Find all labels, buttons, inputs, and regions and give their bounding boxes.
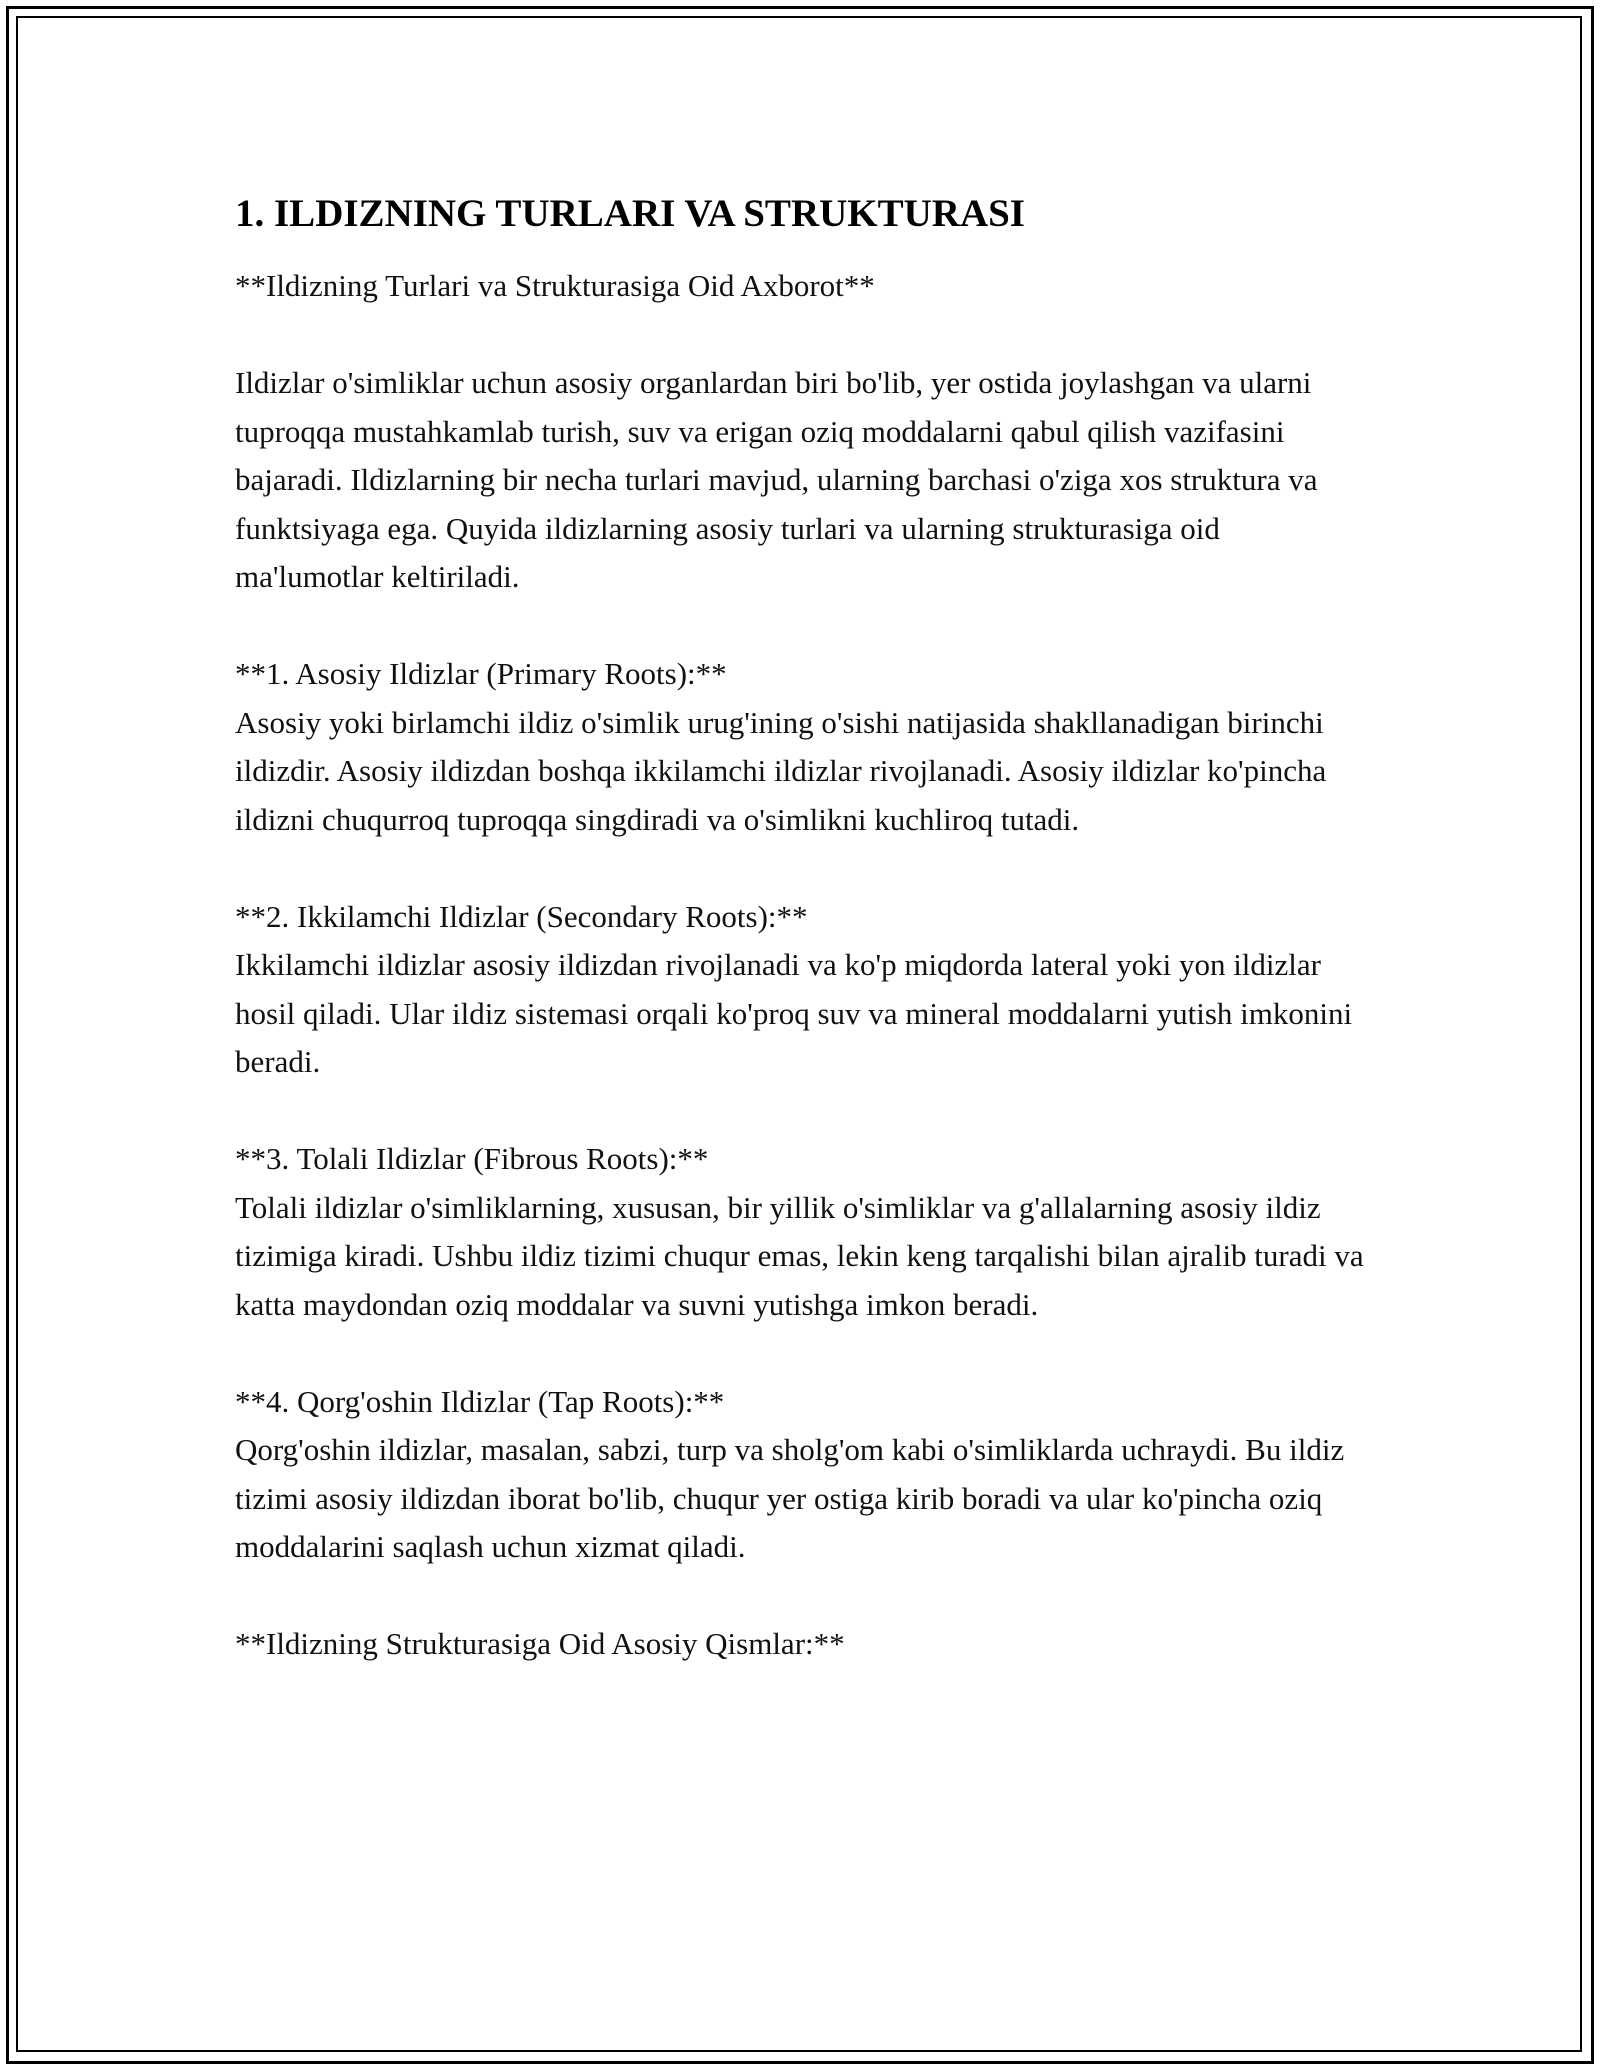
paragraph-gap (235, 1329, 1375, 1378)
document-title: 1. ILDIZNING TURLARI VA STRUKTURASI (235, 192, 1025, 235)
paragraph-gap (235, 311, 1375, 360)
closing-heading: **Ildizning Strukturasiga Oid Asosiy Qismlar:** (235, 1626, 845, 1661)
paragraph-gap (235, 602, 1375, 651)
section-heading: **3. Tolali Ildizlar (Fibrous Roots):** (235, 1141, 709, 1176)
paragraph-gap (235, 1087, 1375, 1136)
section-tap-roots (235, 1378, 1375, 1572)
document-subtitle: **Ildizning Turlari va Strukturasiga Oid Axborot** (235, 268, 875, 303)
section-primary-roots (235, 650, 1375, 844)
section-body: Qorg'oshin ildizlar, masalan, sabzi, turp va sholg'om kabi o'simliklarda uchraydi. Bu ildiz tizimi asosiy ildizdan iborat bo'lib, chuqur yer ostiga kirib boradi va ular ko'pincha oziq moddalarini saqlash uchun xizmat qiladi. (235, 1432, 1345, 1564)
paragraph-gap (235, 1572, 1375, 1621)
section-body: Tolali ildizlar o'simliklarning, xususan, bir yillik o'simliklar va g'allalarning asosiy ildiz tizimiga kiradi. Ushbu ildiz tizimi chuqur emas, lekin keng tarqalishi bilan ajralib turadi va katta maydondan oziq moddalar va suvni yutishga imkon beradi. (235, 1189, 1364, 1322)
section-heading: **2. Ikkilamchi Ildizlar (Secondary Roots):** (235, 898, 808, 934)
section-secondary-roots (235, 893, 1375, 1087)
section-heading: **1. Asosiy Ildizlar (Primary Roots):** (235, 656, 727, 691)
section-fibrous-roots (235, 1135, 1375, 1329)
section-body: Asosiy yoki birlamchi ildiz o'simlik urug'ining o'sishi natijasida shakllanadigan birinchi ildizdir. Asosiy ildizdan boshqa ikkilamchi ildizlar rivojlanadi. Asosiy ildizlar ko'pincha ildizni chuqurroq tuproqqa singdiradi va o'simlikni kuchliroq tutadi. (235, 704, 1327, 837)
section-body: Ikkilamchi ildizlar asosiy ildizdan rivojlanadi va ko'p miqdorda lateral yoki yon ildizlar hosil qiladi. Ular ildiz sistemasi orqali ko'proq suv va mineral moddalarni yutish imkonini beradi. (235, 947, 1353, 1079)
section-heading: **4. Qorg'oshin Ildizlar (Tap Roots):** (235, 1383, 725, 1419)
paragraph-gap (235, 844, 1375, 893)
intro-paragraph: Ildizlar o'simliklar uchun asosiy organlardan biri bo'lib, yer ostida joylashgan va ularni tuproqqa mustahkamlab turish, suv va erigan oziq moddalarni qabul qilish vazifasini bajaradi. Ildizlarning bir necha turlari mavjud, ularning barchasi o'ziga xos struktura va funktsiyaga ega. Quyida ildizlarning asosiy turlari va ularning strukturasiga oid ma'lumotlar keltiriladi. (235, 365, 1318, 594)
document-body (235, 186, 1375, 1669)
